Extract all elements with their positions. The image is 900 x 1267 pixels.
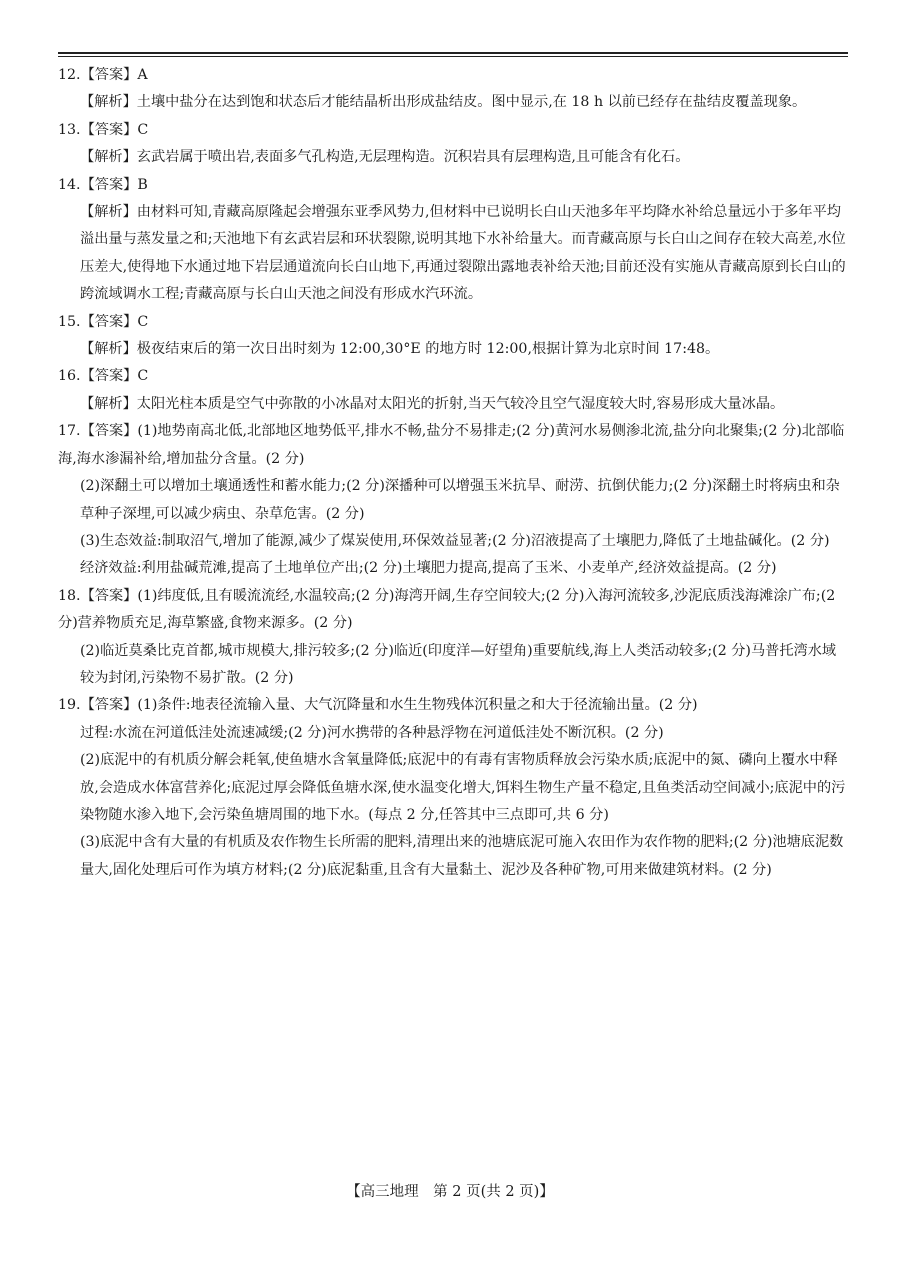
answer-head: 14.【答案】B (58, 176, 148, 193)
answer-head: 13.【答案】C (58, 121, 149, 138)
answer-item-19 (58, 692, 848, 884)
analysis-text: 【解析】玄武岩属于喷出岩,表面多气孔构造,无层理构造。沉积岩具有层理构造,且可能含有化石。 (80, 149, 690, 166)
answer-content (58, 62, 848, 884)
answer-text: 过程:水流在河道低洼处流速减缓;(2 分)河水携带的各种悬浮物在河道低洼处不断沉积。(2 分) (80, 724, 664, 741)
answer-head: 17.【答案】(1)地势南高北低,北部地区地势低平,排水不畅,盐分不易排走;(2 分)黄河水易侧渗北流,盐分向北聚集;(2 分)北部临海,海水渗漏补给,增加盐分含量。(2 分) (58, 423, 845, 467)
answer-item-13 (58, 117, 848, 172)
answer-head: 18.【答案】(1)纬度低,且有暖流流经,水温较高;(2 分)海湾开阔,生存空间较大;(2 分)入海河流较多,沙泥底质浅海滩涂广布;(2 分)营养物质充足,海草繁盛,食物来源多。(2 分) (58, 587, 836, 632)
answer-item-15 (58, 309, 848, 364)
answer-text: (2)深翻土可以增加土壤通透性和蓄水能力;(2 分)深播种可以增强玉米抗旱、耐涝、抗倒伏能力;(2 分)深翻土时将病虫和杂草种子深埋,可以减少病虫、杂草危害。(2 分) (80, 478, 840, 522)
analysis-text: 【解析】太阳光柱本质是空气中弥散的小冰晶对太阳光的折射,当天气较冷且空气湿度较大时,容易形成大量冰晶。 (80, 395, 785, 412)
answer-item-14 (58, 172, 848, 309)
answer-text: 经济效益:利用盐碱荒滩,提高了土地单位产出;(2 分)土壤肥力提高,提高了玉米、小麦单产,经济效益提高。(2 分) (80, 560, 777, 577)
answer-text: (2)底泥中的有机质分解会耗氧,使鱼塘水含氧量降低;底泥中的有毒有害物质释放会污染水质;底泥中的氮、磷向上覆水中释放,会造成水体富营养化;底泥过厚会降低鱼塘水深,使水温变化增大,饵料生物生产量不稳定,且鱼类活动空间减小;底泥中的污染物随水渗入地下,会污染鱼塘周围的地下水。(每点 2 分,任答其中三点即可,共 6 分) (80, 752, 846, 823)
answer-item-12 (58, 62, 848, 117)
page-footer: 【高三地理 第 2 页(共 2 页)】 (346, 1184, 554, 1200)
answer-head: 12.【答案】A (58, 67, 148, 83)
answer-text: (3)底泥中含有大量的有机质及农作物生长所需的肥料,清理出来的池塘底泥可施入农田作为农作物的肥料;(2 分)池塘底泥数量大,固化处理后可作为填方材料;(2 分)底泥黏重,且含有大量黏土、泥沙及各种矿物,可用来做建筑材料。(2 分) (80, 834, 844, 878)
answer-head: 19.【答案】(1)条件:地表径流输入量、大气沉降量和水生生物残体沉积量之和大于径流输出量。(2 分) (58, 697, 698, 714)
answer-head: 15.【答案】C (58, 313, 149, 330)
answer-text: (3)生态效益:制取沼气,增加了能源,减少了煤炭使用,环保效益显著;(2 分)沼液提高了土壤肥力,降低了土地盐碱化。(2 分) (80, 532, 830, 549)
answer-item-16 (58, 363, 848, 418)
analysis-text: 【解析】土壤中盐分在达到饱和状态后才能结晶析出形成盐结皮。图中显示,在 18 h 以前已经存在盐结皮覆盖现象。 (80, 94, 807, 111)
answer-item-17 (58, 418, 848, 582)
analysis-text: 【解析】由材料可知,青藏高原隆起会增强东亚季风势力,但材料中已说明长白山天池多年平均降水补给总量远小于多年平均溢出量与蒸发量之和;天池地下有玄武岩层和环状裂隙,说明其地下水补给量大。而青藏高原与长白山之间存在较大高差,水位压差大,使得地下水通过地下岩层通道流向长白山地下,再通过裂隙出露地表补给天池;目前还没有实施从青藏高原到长白山的跨流域调水工程;青藏高原与长白山天池之间没有形成水汽环流。 (80, 204, 846, 303)
header-rule (58, 52, 848, 57)
analysis-text: 【解析】极夜结束后的第一次日出时刻为 12:00,30°E 的地方时 12:00,根据计算为北京时间 17:48。 (80, 341, 720, 358)
answer-item-18 (58, 583, 848, 693)
answer-head: 16.【答案】C (58, 368, 149, 385)
answer-text: (2)临近莫桑比克首都,城市规模大,排污较多;(2 分)临近(印度洋—好望角)重要航线,海上人类活动较多;(2 分)马普托湾水域较为封闭,污染物不易扩散。(2 分) (80, 642, 837, 686)
